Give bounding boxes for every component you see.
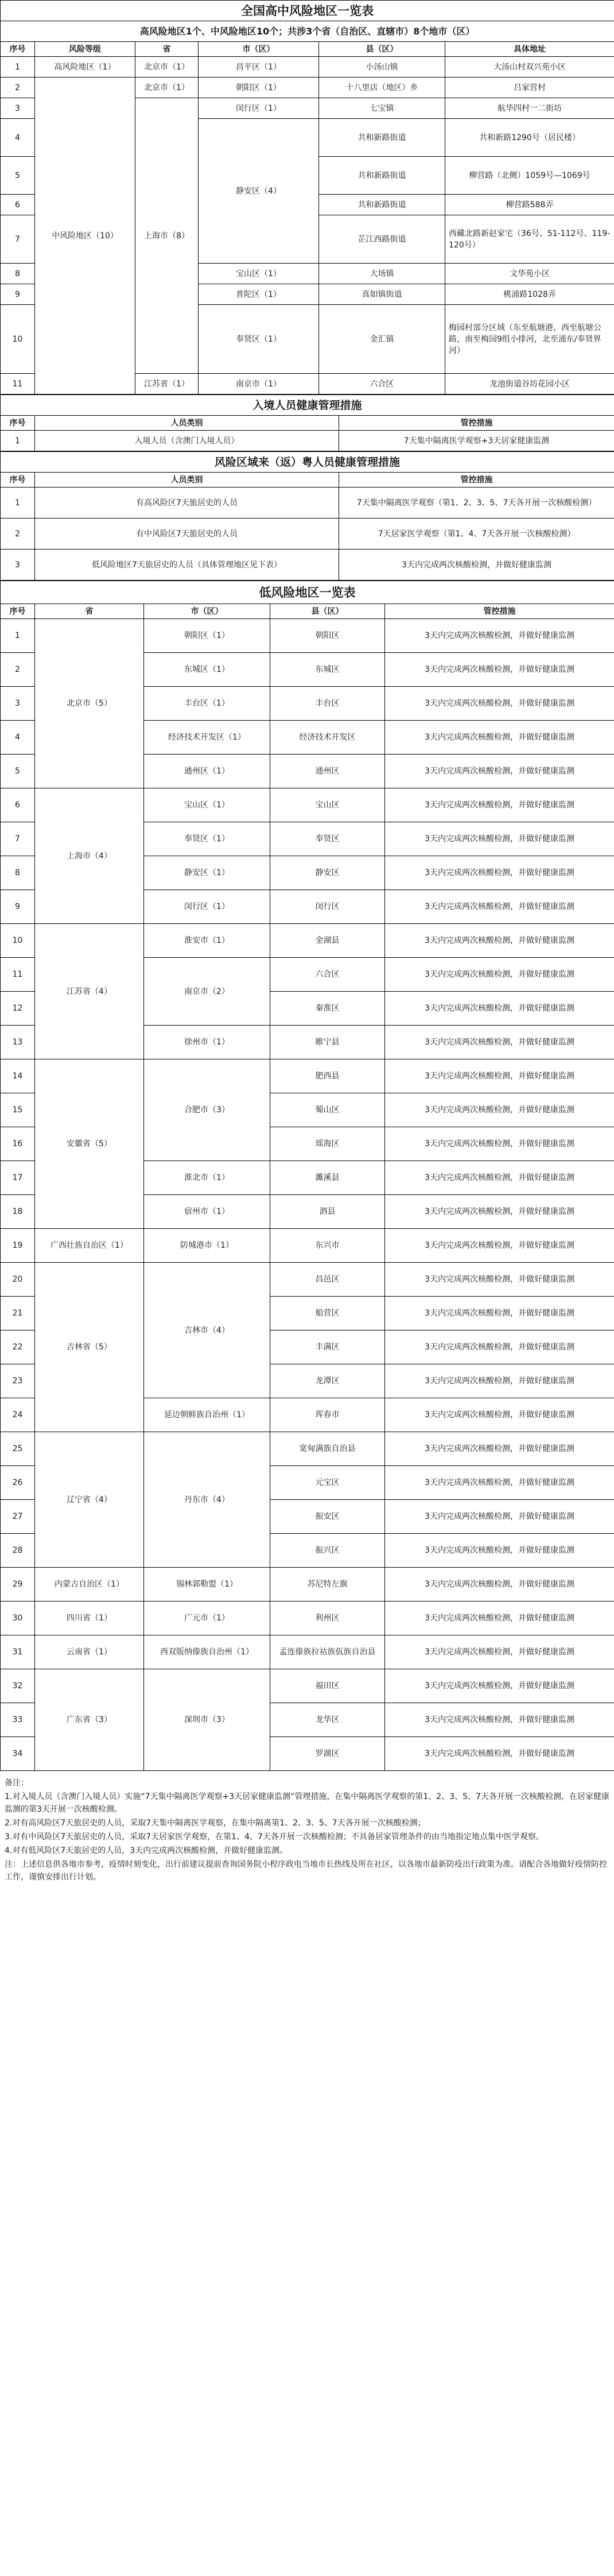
city: 宝山区（1） [199,264,319,284]
county: 芷江西路街道 [319,215,445,264]
address: 龙池街道谷坊花园小区 [445,374,614,394]
row-number: 3 [1,550,35,581]
city: 合肥市（3） [144,1059,270,1161]
returning-title: 风险区域来（返）粤人员健康管理措施 [1,452,614,473]
city: 深圳市（3） [144,1669,270,1771]
control-measure: 3天内完成两次核酸检测，并做好健康监测 [385,1026,614,1059]
province: 江苏省（4） [35,924,144,1059]
row-number: 23 [1,1364,35,1398]
control-measure: 3天内完成两次核酸检测，并做好健康监测 [385,1703,614,1737]
control-measure: 3天内完成两次核酸检测，并做好健康监测 [385,1161,614,1195]
control-measure: 3天内完成两次核酸检测，并做好健康监测 [385,856,614,890]
city: 南京市（1） [199,374,319,394]
row-number: 5 [1,755,35,788]
county: 东城区 [270,653,385,687]
table-row [1,1568,614,1602]
county: 肥西县 [270,1059,385,1093]
notes-heading: 备注： [5,1778,29,1788]
column-header: 序号 [1,473,35,488]
page-title: 全国高中风险地区一览表 [1,1,614,21]
county: 昌邑区 [270,1263,385,1297]
note-item: 2.对有高风险区7天旅居史的人员，采取7天集中隔离医学观察，在集中隔离第1、2、3、5、7天各开展一次核酸检测； [5,1819,426,1828]
control-measure: 3天内完成两次核酸检测，并做好健康监测 [385,890,614,924]
row-number: 17 [1,1161,35,1195]
row-number: 7 [1,822,35,856]
note-item: 3.对有中风险区7天旅居史的人员，采取7天居家医学观察，在第1、4、7天各开展一次核酸检测；不具备居家管理条件的由当地指定地点集中医学观察。 [5,1832,544,1842]
city: 朝阳区（1） [199,78,319,98]
control-measure: 3天内完成两次核酸检测，并做好健康监测 [385,822,614,856]
risk-level: 高风险地区（1） [35,57,135,78]
row-number: 10 [1,924,35,958]
column-header: 管控措施 [339,416,614,431]
city: 西双版纳傣族自治州（1） [144,1635,270,1669]
control-measure: 3天内完成两次核酸检测，并做好健康监测 [385,1398,614,1432]
row-number: 3 [1,687,35,721]
county: 静安区 [270,856,385,890]
control-measure: 3天内完成两次核酸检测，并做好健康监测 [385,687,614,721]
province: 辽宁省（4） [35,1432,144,1568]
column-header: 市（区） [199,42,319,57]
control-measure: 3天内完成两次核酸检测，并做好健康监测 [385,1635,614,1669]
row-number: 4 [1,119,35,157]
column-header: 人员类别 [35,473,339,488]
row-number: 26 [1,1466,35,1500]
control-measure: 3天内完成两次核酸检测，并做好健康监测 [385,653,614,687]
province: 上海市（4） [35,788,144,924]
row-number: 34 [1,1737,35,1771]
row-number: 9 [1,284,35,305]
city: 昌平区（1） [199,57,319,78]
city: 静安区（4） [199,119,319,264]
county: 宝山区 [270,788,385,822]
city: 朝阳区（1） [144,619,270,653]
county: 秦淮区 [270,992,385,1026]
column-header: 市（区） [144,604,270,619]
row-number: 2 [1,78,35,98]
table-row [1,78,614,98]
column-header: 县（区） [270,604,385,619]
county: 蜀山区 [270,1093,385,1127]
city: 防城港市（1） [144,1229,270,1263]
city: 普陀区（1） [199,284,319,305]
table-row [1,488,614,519]
county: 经济技术开发区 [270,721,385,755]
county: 七宝镇 [319,98,445,119]
row-number: 31 [1,1635,35,1669]
province: 安徽省（5） [35,1059,144,1229]
address: 吕家营村 [445,78,614,98]
column-header: 序号 [1,604,35,619]
table-row [1,1432,614,1466]
table-row [1,924,614,958]
province: 吉林省（5） [35,1263,144,1432]
county: 十八里店（地区）乡 [319,78,445,98]
row-number: 14 [1,1059,35,1093]
row-number: 11 [1,374,35,394]
person-category: 低风险地区7天旅居史的人员（具体管理地区见下表） [35,550,339,581]
row-number: 11 [1,958,35,992]
row-number: 29 [1,1568,35,1602]
control-measure: 3天内完成两次核酸检测，并做好健康监测 [385,924,614,958]
control-measure: 3天内完成两次核酸检测，并做好健康监测 [385,755,614,788]
city: 奉贤区（1） [144,822,270,856]
row-number: 27 [1,1500,35,1534]
row-number: 16 [1,1127,35,1161]
city: 丰台区（1） [144,687,270,721]
column-header: 县（区） [319,42,445,57]
control-measure: 3天内完成两次核酸检测，并做好健康监测 [385,1195,614,1229]
column-header: 管控措施 [339,473,614,488]
column-header: 序号 [1,416,35,431]
note-item: 1.对入境人员（含澳门入境人员）实施“7天集中隔离医学观察+3天居家健康监测”管理措施，在集中隔离医学观察的第1、2、3、5、7天各开展一次核酸检测，在居家健康监测的第3天开展一次核酸检测。 [5,1792,609,1814]
city: 淮北市（1） [144,1161,270,1195]
low-risk-table [0,581,614,1771]
county: 共和新路街道 [319,195,445,215]
control-measure: 3天内完成两次核酸检测，并做好健康监测 [385,958,614,992]
control-measure: 3天内完成两次核酸检测，并做好健康监测 [385,619,614,653]
control-measure: 3天内完成两次核酸检测，并做好健康监测 [385,992,614,1026]
county: 通州区 [270,755,385,788]
address: 桃浦路1028弄 [445,284,614,305]
county: 龙潭区 [270,1364,385,1398]
county: 六合区 [270,958,385,992]
address: 柳营路（北侧）1059号—1069号 [445,157,614,195]
row-number: 25 [1,1432,35,1466]
county: 利州区 [270,1602,385,1635]
table-row [1,1263,614,1297]
control-measure: 3天内完成两次核酸检测，并做好健康监测 [385,1263,614,1297]
county: 共和新路街道 [319,119,445,157]
row-number: 1 [1,488,35,519]
county: 珲春市 [270,1398,385,1432]
county: 金汇镇 [319,305,445,374]
city: 奉贤区（1） [199,305,319,374]
row-number: 22 [1,1330,35,1364]
city: 徐州市（1） [144,1026,270,1059]
county: 丰台区 [270,687,385,721]
county: 东兴市 [270,1229,385,1263]
city: 淮安市（1） [144,924,270,958]
row-number: 19 [1,1229,35,1263]
row-number: 18 [1,1195,35,1229]
city: 通州区（1） [144,755,270,788]
table-row [1,550,614,581]
table-row [1,1669,614,1703]
control-measure: 3天内完成两次核酸检测，并做好健康监测 [385,1432,614,1466]
address: 西藏北路新赵家宅（36号、51-112号、119-120号） [445,215,614,264]
control-measure: 3天内完成两次核酸检测，并做好健康监测 [385,1093,614,1127]
county: 金湖县 [270,924,385,958]
province: 广西壮族自治区（1） [35,1229,144,1263]
column-header: 序号 [1,42,35,57]
row-number: 8 [1,856,35,890]
county: 六合区 [319,374,445,394]
control-measure: 3天内完成两次核酸检测，并做好健康监测 [385,1364,614,1398]
row-number: 2 [1,653,35,687]
row-number: 9 [1,890,35,924]
city: 广元市（1） [144,1602,270,1635]
control-measure: 3天内完成两次核酸检测，并做好健康监测 [385,788,614,822]
county: 共和新路街道 [319,157,445,195]
county: 真如镇街道 [319,284,445,305]
county: 奉贤区 [270,822,385,856]
table-row [1,1229,614,1263]
county: 朝阳区 [270,619,385,653]
table-row [1,519,614,550]
county: 小汤山镇 [319,57,445,78]
province: 北京市（1） [135,57,199,78]
city: 东城区（1） [144,653,270,687]
control-measure: 3天内完成两次核酸检测，并做好健康监测 [385,1500,614,1534]
control-measure: 7天集中隔离医学观察（第1、2、3、5、7天各开展一次核酸检测） [339,488,614,519]
province: 上海市（8） [135,98,199,374]
city: 丹东市（4） [144,1432,270,1568]
row-number: 28 [1,1534,35,1568]
county: 振安区 [270,1500,385,1534]
inbound-title: 入境人员健康管理措施 [1,395,614,416]
control-measure: 3天内完成两次核酸检测，并做好健康监测 [385,1297,614,1330]
column-header: 人员类别 [35,416,339,431]
row-number: 7 [1,215,35,264]
county: 闵行区 [270,890,385,924]
control-measure: 3天内完成两次核酸检测，并做好健康监测 [385,1059,614,1093]
table-row [1,788,614,822]
county: 孟连傣族拉祜族佤族自治县 [270,1635,385,1669]
table-row [1,619,614,653]
control-measure: 3天内完成两次核酸检测，并做好健康监测 [385,721,614,755]
control-measure: 3天内完成两次核酸检测，并做好健康监测 [385,1737,614,1771]
control-measure: 7天居家医学观察（第1、4、7天各开展一次核酸检测） [339,519,614,550]
control-measure: 3天内完成两次核酸检测，并做好健康监测 [385,1669,614,1703]
column-header: 风险等级 [35,42,135,57]
city: 南京市（2） [144,958,270,1026]
province: 内蒙古自治区（1） [35,1568,144,1602]
city: 锡林郭勒盟（1） [144,1568,270,1602]
county: 宽甸满族自治县 [270,1432,385,1466]
inbound-measures-table [0,394,614,451]
row-number: 4 [1,721,35,755]
control-measure: 3天内完成两次核酸检测，并做好健康监测 [385,1127,614,1161]
control-measure: 3天内完成两次核酸检测，并做好健康监测 [385,1568,614,1602]
county: 泗县 [270,1195,385,1229]
county: 船营区 [270,1297,385,1330]
province: 江苏省（1） [135,374,199,394]
county: 瑶海区 [270,1127,385,1161]
row-number: 13 [1,1026,35,1059]
control-measure: 3天内完成两次核酸检测，并做好健康监测 [385,1534,614,1568]
column-header: 省 [135,42,199,57]
row-number: 32 [1,1669,35,1703]
city: 宿州市（1） [144,1195,270,1229]
table-row [1,1635,614,1669]
county: 元宝区 [270,1466,385,1500]
city: 吉林市（4） [144,1263,270,1398]
row-number: 30 [1,1602,35,1635]
row-number: 6 [1,195,35,215]
returning-measures-table [0,451,614,581]
county: 苏尼特左旗 [270,1568,385,1602]
row-number: 5 [1,157,35,195]
city: 延边朝鲜族自治州（1） [144,1398,270,1432]
row-number: 12 [1,992,35,1026]
address: 梅园村部分区域（东至航塘港，西至航塘公路，南至梅园9组小排河，北至浦东/奉贤界河） [445,305,614,374]
column-header: 具体地址 [445,42,614,57]
risk-level: 中风险地区（10） [35,78,135,394]
note-item: 4.对有低风险区7天旅居史的人员，3天内完成两次核酸检测，并做好健康监测。 [5,1846,288,1855]
row-number: 6 [1,788,35,822]
address: 共和新路1290号（居民楼） [445,119,614,157]
row-number: 2 [1,519,35,550]
low-risk-title: 低风险地区一览表 [1,581,614,604]
city: 经济技术开发区（1） [144,721,270,755]
province: 云南省（1） [35,1635,144,1669]
control-measure: 3天内完成两次核酸检测，并做好健康监测 [385,1466,614,1500]
control-measure: 3天内完成两次核酸检测，并做好健康监测 [385,1330,614,1364]
row-number: 8 [1,264,35,284]
county: 罗湖区 [270,1737,385,1771]
address: 文华苑小区 [445,264,614,284]
city: 闵行区（1） [144,890,270,924]
person-category: 有中风险区7天旅居史的人员 [35,519,339,550]
county: 丰满区 [270,1330,385,1364]
notes [0,1771,614,1890]
province: 四川省（1） [35,1602,144,1635]
control-measure: 7天集中隔离医学观察+3天居家健康监测 [339,431,614,451]
row-number: 20 [1,1263,35,1297]
province: 北京市（5） [35,619,144,788]
table-row [1,431,614,451]
note-item: 注：上述信息供各地市参考，疫情时刻变化，出行前建议提前查询国务院小程序政电当地市长热线及所在社区，以各地市最新防疫出行政策为准。请配合各地做好疫情防控工作，谨慎安排出行计划。 [5,1860,607,1882]
city: 宝山区（1） [144,788,270,822]
control-measure: 3天内完成两次核酸检测，并做好健康监测 [339,550,614,581]
county: 福田区 [270,1669,385,1703]
column-header: 省 [35,604,144,619]
table-row [1,1602,614,1635]
row-number: 3 [1,98,35,119]
province: 北京市（1） [135,78,199,98]
address: 航华四村一二街坊 [445,98,614,119]
table-row [1,1059,614,1093]
address: 柳营路588弄 [445,195,614,215]
county: 龙华区 [270,1703,385,1737]
row-number: 1 [1,57,35,78]
table-row [1,57,614,78]
row-number: 33 [1,1703,35,1737]
row-number: 21 [1,1297,35,1330]
county: 濉溪县 [270,1161,385,1195]
high-mid-risk-table [0,0,614,394]
row-number: 1 [1,431,35,451]
control-measure: 3天内完成两次核酸检测，并做好健康监测 [385,1602,614,1635]
control-measure: 3天内完成两次核酸检测，并做好健康监测 [385,1229,614,1263]
row-number: 1 [1,619,35,653]
row-number: 15 [1,1093,35,1127]
column-header: 管控措施 [385,604,614,619]
county: 睢宁县 [270,1026,385,1059]
province: 广东省（3） [35,1669,144,1771]
person-category: 入境人员（含澳门入境人员） [35,431,339,451]
risk-summary: 高风险地区1个、中风险地区10个；共涉3个省（自治区、直辖市）8个地市（区） [1,21,614,42]
row-number: 24 [1,1398,35,1432]
county: 振兴区 [270,1534,385,1568]
address: 大汤山村双兴苑小区 [445,57,614,78]
city: 静安区（1） [144,856,270,890]
row-number: 10 [1,305,35,374]
person-category: 有高风险区7天旅居史的人员 [35,488,339,519]
county: 大场镇 [319,264,445,284]
city: 闵行区（1） [199,98,319,119]
